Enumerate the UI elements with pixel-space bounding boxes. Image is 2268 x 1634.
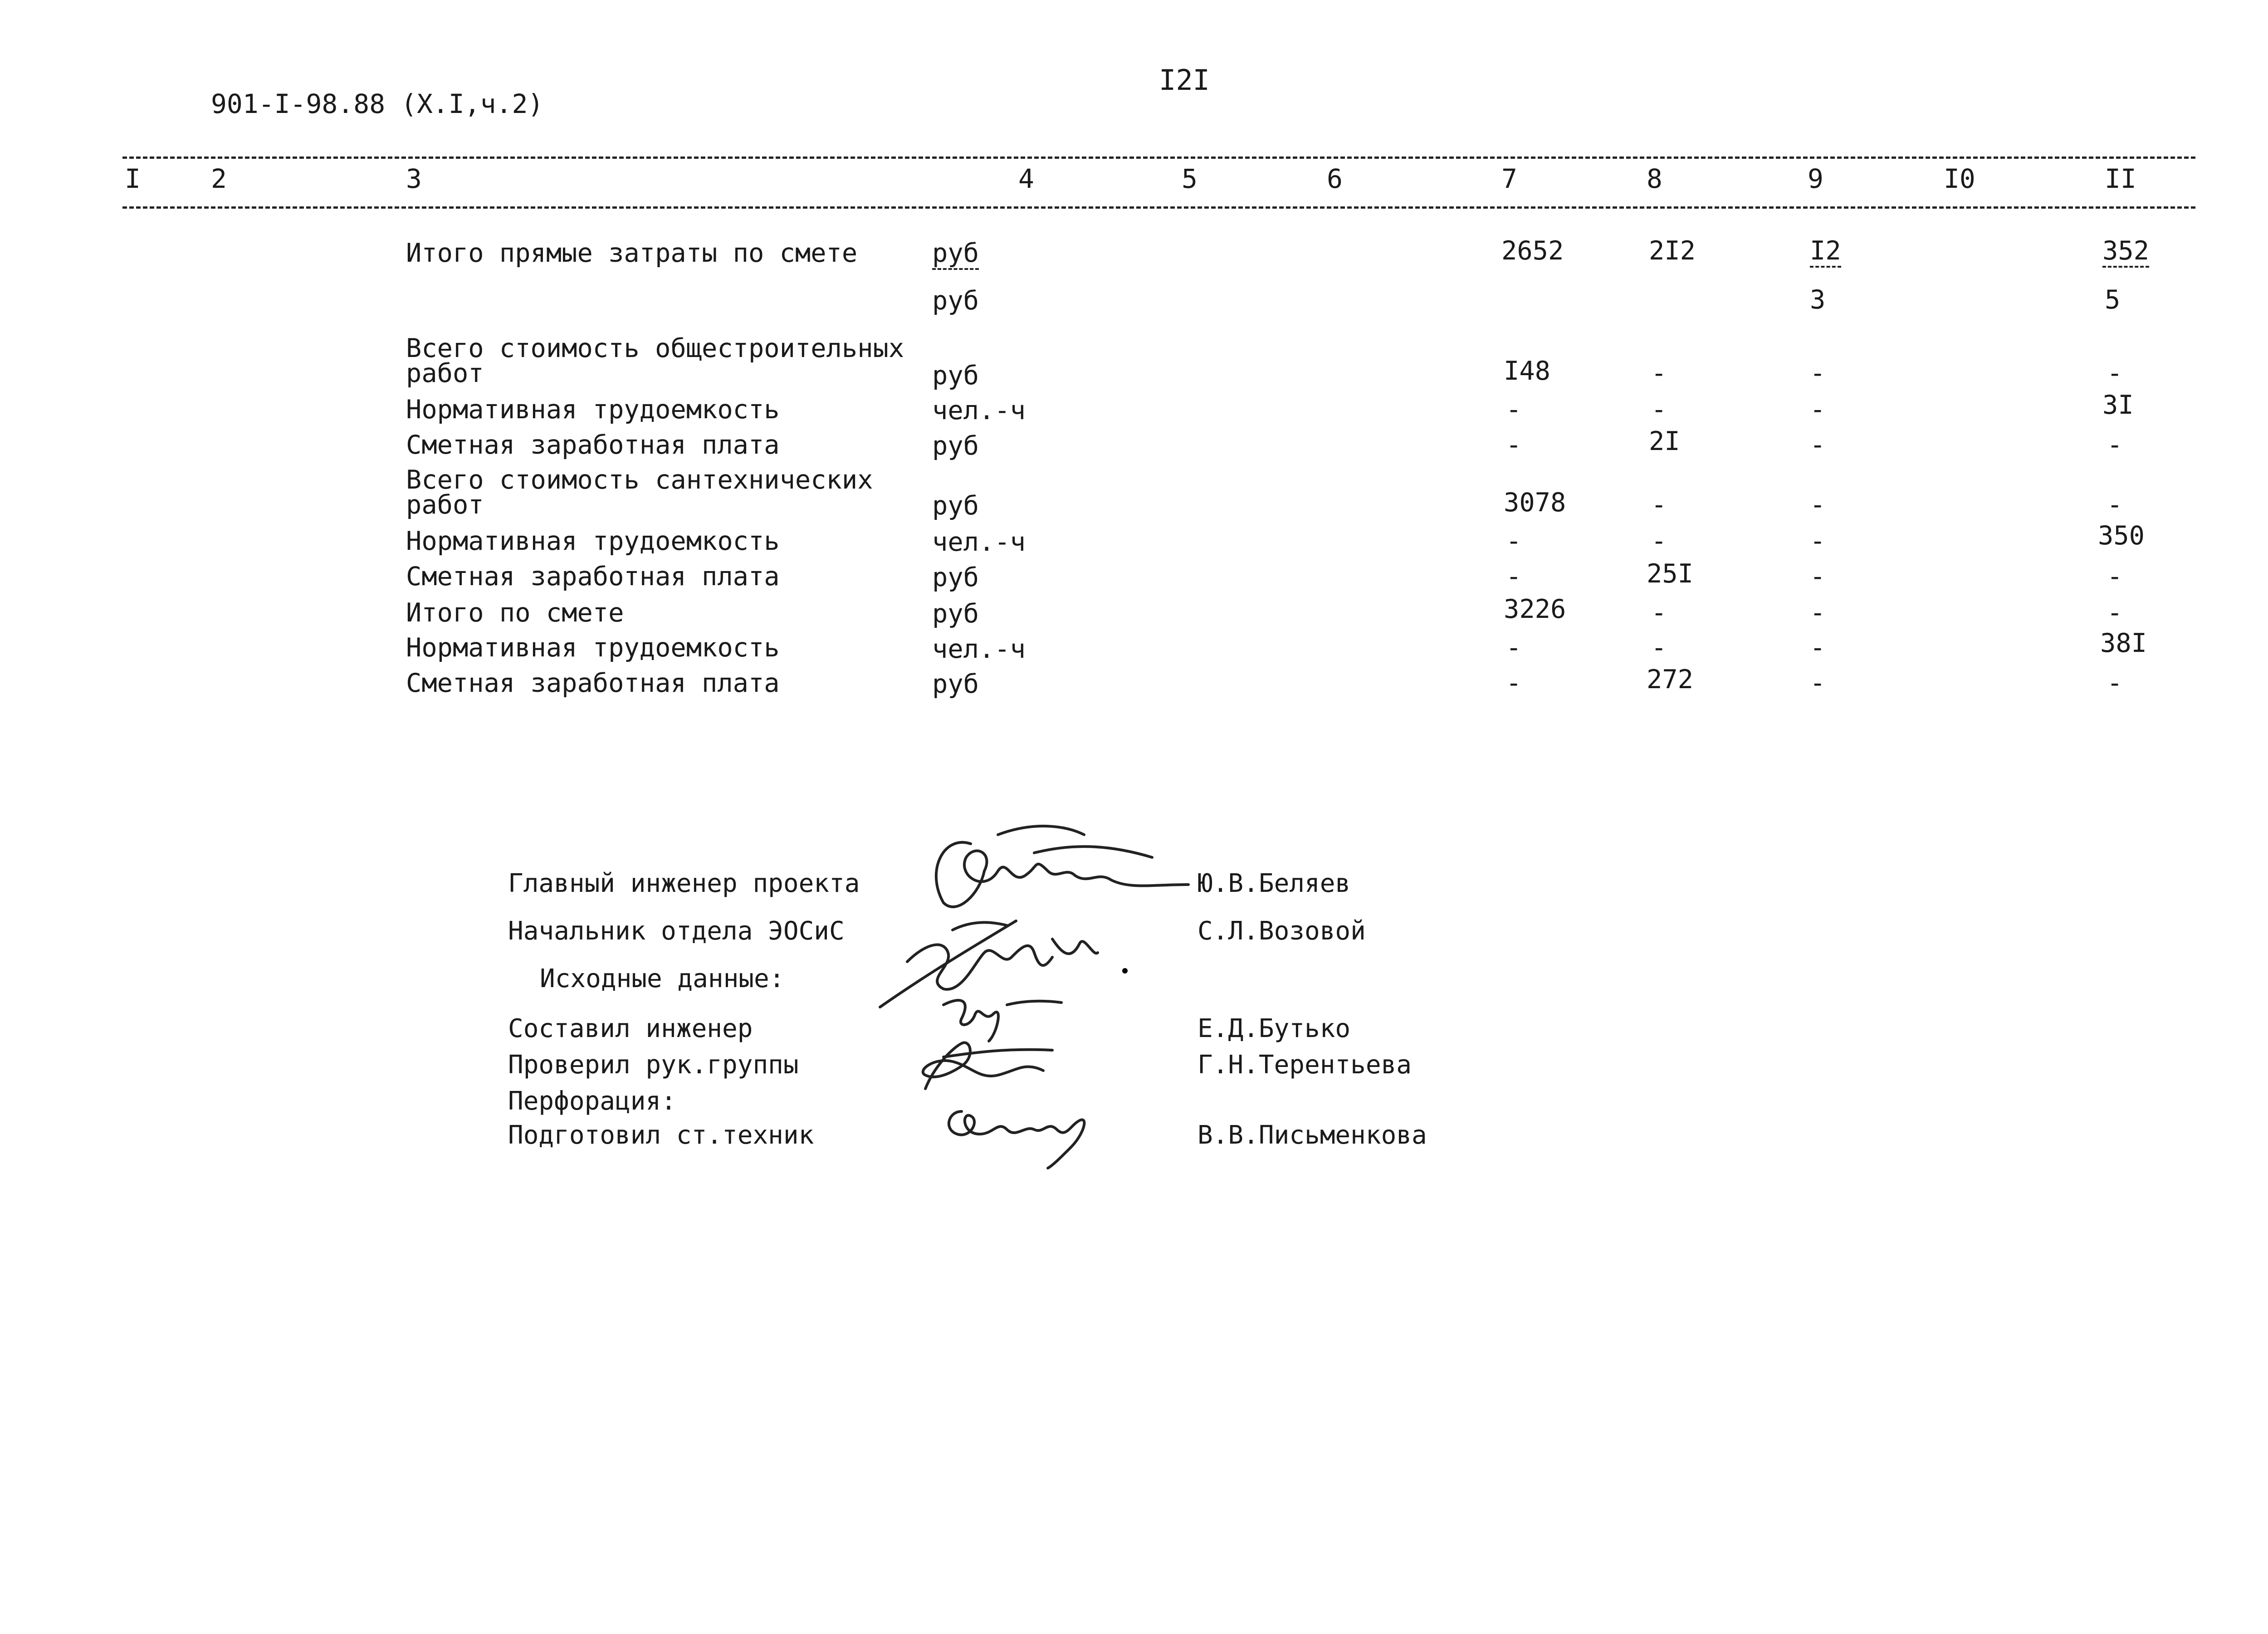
row-unit: руб [932,238,979,270]
prepared-by-name: В.В.Письменкова [1198,1120,1427,1150]
row-label: Нормативная трудоемкость [406,395,780,425]
cell-col11: 3I [2102,390,2134,420]
cell-col11: 352 [2102,236,2149,268]
cell-col8: 2I [1649,426,1680,456]
prepared-by-title: Подготовил ст.техник [508,1120,814,1150]
cell-col8: - [1651,395,1667,425]
column-header-11: II [2105,163,2136,194]
row-label: Сметная заработная плата [406,430,780,460]
cell-col11: 5 [2105,285,2121,315]
row-unit: руб [932,361,979,391]
cell-col8: - [1651,526,1667,556]
cell-col9: - [1810,633,1826,663]
cell-col9: - [1810,430,1826,460]
checked-by-signature [907,1030,1061,1098]
column-header-3: 3 [406,163,422,194]
row-unit: чел.-ч [932,634,1026,664]
row-label: Сметная заработная плата [406,668,780,698]
cell-col7: 3078 [1504,488,1566,518]
column-header-6: 6 [1327,163,1343,194]
row-unit: руб [932,563,979,592]
row-label-continued: работ [406,490,484,520]
row-unit: чел.-ч [932,396,1026,426]
cell-col11: 350 [2098,521,2145,551]
chief-engineer-name: Ю.В.Беляев [1198,869,1351,898]
table-header-rule [122,206,2195,209]
cell-col7: 3226 [1504,594,1566,624]
cell-col11: - [2107,668,2123,698]
cell-col9: - [1810,668,1826,698]
row-label-continued: работ [406,358,484,388]
cell-col7: - [1506,526,1522,556]
cell-col9: - [1810,562,1826,592]
column-header-10: I0 [1944,163,1975,194]
cell-col8: 2I2 [1649,236,1696,266]
cell-col9: I2 [1810,236,1841,268]
cell-col9: 3 [1810,285,1826,315]
column-header-7: 7 [1501,163,1517,194]
cell-col8: 25I [1647,559,1693,589]
cell-col9: - [1810,395,1826,425]
cell-col9: - [1810,526,1826,556]
cell-col7: - [1506,430,1522,460]
row-label: Нормативная трудоемкость [406,526,780,556]
source-data-heading: Исходные данные: [540,964,785,993]
cell-col8: - [1651,490,1667,520]
table-top-rule [122,157,2195,159]
cell-col11: - [2107,562,2123,592]
chief-engineer-title: Главный инженер проекта [508,869,860,898]
compiled-by-name: Е.Д.Бутько [1198,1014,1351,1043]
perforation-title: Перфорация: [508,1086,676,1116]
cell-col8: - [1651,358,1667,388]
row-label: Нормативная трудоемкость [406,633,780,663]
row-unit: чел.-ч [932,527,1026,557]
row-unit: руб [932,431,979,461]
column-header-1: I [125,163,141,194]
row-unit: руб [932,599,979,629]
row-label: Итого прямые затраты по смете [406,238,858,268]
column-header-4: 4 [1018,163,1034,194]
page-number: I2I [1159,64,1210,97]
column-header-5: 5 [1182,163,1198,194]
chief-engineer-signature [916,817,1198,916]
cell-col7: I48 [1504,356,1550,386]
cell-col11: - [2107,430,2123,460]
cell-col11: - [2107,358,2123,388]
row-unit: руб [932,669,979,699]
cell-col9: - [1810,598,1826,628]
cell-col8: - [1651,598,1667,628]
row-label: Всего стоимость общестроительных [406,333,904,363]
row-label: Сметная заработная плата [406,562,780,592]
cell-col7: - [1506,562,1522,592]
cell-col9: - [1810,358,1826,388]
cell-col8: - [1651,633,1667,663]
checked-by-title: Проверил рук.группы [508,1050,799,1080]
column-header-2: 2 [211,163,227,194]
checked-by-name: Г.Н.Терентьева [1198,1050,1412,1080]
department-head-name: С.Л.Возовой [1198,916,1366,946]
column-header-9: 9 [1808,163,1823,194]
row-label: Всего стоимость сантехнических [406,465,873,495]
cell-col11: 38I [2100,628,2147,658]
cell-col7: - [1506,633,1522,663]
compiled-by-title: Составил инженер [508,1014,753,1043]
row-unit: руб [932,491,979,521]
row-unit: руб [932,286,979,316]
column-header-8: 8 [1647,163,1662,194]
cell-col7: - [1506,395,1522,425]
cell-col11: - [2107,490,2123,520]
document-code: 901-I-98.88 (X.I,ч.2) [211,88,544,119]
cell-col8: 272 [1647,665,1693,695]
cell-col11: - [2107,598,2123,628]
cell-col7: - [1506,668,1522,698]
cell-col9: - [1810,490,1826,520]
cell-col7: 2652 [1501,236,1564,266]
prepared-by-signature [934,1093,1116,1170]
department-head-title: Начальник отдела ЭОСиС [508,916,845,946]
row-label: Итого по смете [406,598,624,628]
